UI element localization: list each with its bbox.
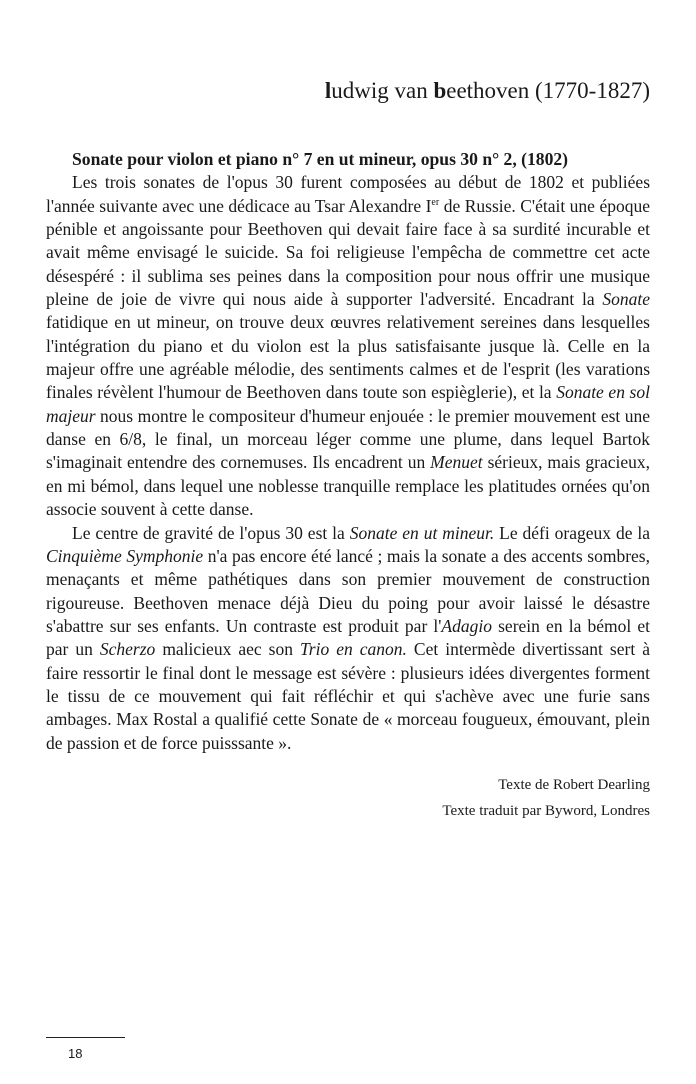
p1-text-2: de Russie. C'était une époque pénible et angoissante pour Beethoven qui devait faire face à sa surdité incurable et avait même envisagé le suicide. Sa foi religieuse l'empêcha de commettre cet acte désespéré : il sublima ses peines dans la composition pour nous offrir une musique pleine de joie de vivre qui nous aide à supporter l'adversité. Encadrant la <box>46 195 650 310</box>
p2-text-2: Le défi orageux de la <box>494 522 651 543</box>
p2-text-1: Le centre de gravité de l'opus 30 est la <box>72 522 350 543</box>
p2-text-6: Cet intermède divertissant sert à faire ressortir le final dont le message est sévère : plusieurs idées divergentes forment le tissu de ce mouvement qui fait réfléchir et qui s'achève avec une furie sans ambages. Max Rostal a qualifié cette Sonate de « morceau fougueux, émouvant, plein de passion et de force puisssante ». <box>46 639 650 753</box>
p2-italic-4: Scherzo <box>99 639 156 660</box>
p2-italic-3: Adagio <box>441 615 492 636</box>
paragraph-1 <box>46 171 650 521</box>
credit-translator: Texte traduit par Byword, Londres <box>442 802 650 819</box>
credit-author: Texte de Robert Dearling <box>498 777 650 793</box>
header-eethoven: eethoven <box>446 78 530 103</box>
header-initial-b: b <box>433 78 447 103</box>
p2-text-5: malicieux aec son <box>155 639 300 660</box>
p1-text-5: sérieux, mais gracieux, en mi bémol, dans lequel une noblesse tranquille remplace les platitudes ornées qu'on associe souvent à cette danse. <box>46 452 651 520</box>
p1-italic-2: Sonate en sol majeur <box>46 382 650 426</box>
p1-italic-1: Sonate <box>602 289 650 310</box>
paragraph-2 <box>46 522 650 755</box>
credits <box>442 773 650 824</box>
header-udwig: udwig van <box>331 78 434 103</box>
p1-text-4: nous montre le compositeur d'humeur enjouée : le premier mouvement est une danse en 6/8, le final, un morceau léger comme une plume, dans lequel Bartok s'imaginait entendre des cornemuses. Ils encadrent un <box>46 405 650 473</box>
p1-italic-3: Menuet <box>430 452 483 473</box>
p1-text-3: fatidique en ut mineur, on trouve deux œuvres relativement sereines dans lesquelles l'intégration du piano et du violon est la plus satisfaisante jusque là. Celle en la majeur offre une agréable mélodie, des sentiments calmes et de l'esprit (les varations finales révèlent l'humour de Beethoven dans toute son espièglerie), et la <box>46 312 650 403</box>
p2-italic-1: Sonate en ut mineur. <box>349 522 495 543</box>
header-dates: (1770-1827) <box>529 78 650 103</box>
p2-text-3: n'a pas encore été lancé ; mais la sonate a des accents sombres, menaçants et même pathétiques dans son premier mouvement de construction rigoureuse. Beethoven menace déjà Dieu du poing pour avoir laissé le désastre s'abattre sur ses enfants. Un contraste est produit par l' <box>46 545 650 636</box>
header-initial-l: l <box>324 78 332 103</box>
p1-superscript: er <box>431 196 440 208</box>
p2-text-4: serein en la bémol et par un <box>46 615 650 660</box>
article-title: Sonate pour violon et piano n° 7 en ut mineur, opus 30 n° 2, (1802) <box>72 149 569 169</box>
p1-text-1: Les trois sonates de l'opus 30 furent composées au début de 1802 et publiées l'année suivante avec une dédicace au Tsar Alexandre I <box>46 172 650 216</box>
article-body <box>46 148 650 755</box>
p2-italic-5: Trio en canon. <box>300 639 407 660</box>
page-number: 18 <box>68 1046 83 1061</box>
page-header <box>325 78 650 104</box>
p2-italic-2: Cinquième Symphonie <box>46 545 204 566</box>
footer-rule <box>46 1037 125 1038</box>
